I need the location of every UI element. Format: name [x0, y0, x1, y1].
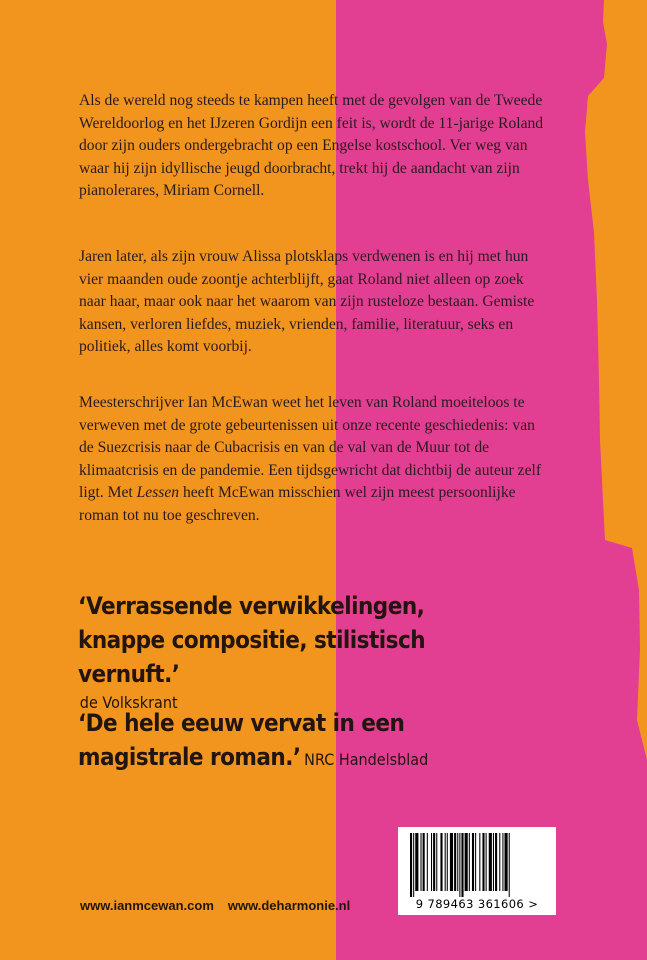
- barcode-bars: [410, 833, 544, 897]
- isbn-number: [398, 897, 556, 911]
- barcode-bar: [502, 833, 503, 891]
- blurb-paragraph-2: Jaren later, als zijn vrouw Alissa plotsklaps verdwenen is en hij met hun vier maanden oude zoontje achterblijft, gaat Roland niet alleen op zoek naar haar, maar ook naar het waarom van zijn rusteloze bestaan. Gemiste kansen, verloren liefdes, muziek, vrienden, familie, literatuur, seks en politiek, alles komt voorbij.: [79, 248, 535, 356]
- blurb-paragraph-1: Als de wereld nog steeds te kampen heeft met de gevolgen van de Tweede Wereldoorlog en het IJzeren Gordijn een feit is, wordt de 11-jarige Roland door zijn ouders ondergebracht op een Engelse kostschool. Ver weg van waar hij zijn idyllische jeugd doorbracht, trekt hij de aandacht van zijn pianolerares, Miriam Cornell.: [79, 92, 544, 200]
- barcode-bar: [431, 833, 432, 891]
- barcode-bar: [454, 833, 456, 891]
- barcode-bar: [475, 833, 476, 891]
- barcode-bar: [445, 833, 446, 891]
- barcode-bar: [459, 833, 460, 897]
- barcode-bar: [410, 833, 412, 897]
- barcode-bar: [433, 833, 435, 891]
- barcode-bar: [421, 833, 422, 891]
- barcode-bar: [509, 833, 510, 897]
- quiet-zone-mark: >: [528, 897, 539, 911]
- review-quote-1: [78, 589, 558, 715]
- barcode-bar: [465, 833, 468, 891]
- quote-source: de Volkskrant: [79, 693, 178, 712]
- website-links: [80, 898, 350, 913]
- review-quote-2: [78, 706, 558, 777]
- barcode-bar: [450, 833, 453, 891]
- barcode-bar: [482, 833, 484, 891]
- book-title-italic: Lessen: [136, 484, 180, 502]
- barcode-bar: [495, 833, 497, 891]
- isbn-barcode: [398, 827, 556, 915]
- blurb-text: heeft McEwan misschien wel zijn meest persoonlijke roman tot nu toe geschreven.: [79, 484, 516, 524]
- barcode-bar: [505, 833, 508, 891]
- barcode-bar: [447, 833, 448, 891]
- barcode-bar: [457, 833, 458, 891]
- author-website-link[interactable]: www.ianmcewan.com: [80, 898, 214, 913]
- barcode-bar: [489, 833, 492, 891]
- blurb-text: Meesterschrijver Ian McEwan weet het leven van Roland moeiteloos te verweven met de grote gebeurtenissen uit onze recente geschiedenis: van de Suezcrisis naar de Cubacrisis en van de val van de Muur tot de klimaatcrisis en de pandemie. Een tijdsgewricht dat dichtbij de auteur zelf ligt. Met: [79, 394, 542, 502]
- barcode-bar: [486, 833, 487, 891]
- barcode-bar: [493, 833, 494, 891]
- barcode-bar: [461, 833, 463, 897]
- barcode-bar: [413, 833, 414, 897]
- quote-source: NRC Handelsblad: [304, 750, 429, 769]
- barcode-bar: [479, 833, 480, 891]
- publisher-website-link[interactable]: www.deharmonie.nl: [227, 898, 351, 913]
- quote-text: ‘De hele eeuw vervat in een magistrale roman.’: [78, 709, 405, 771]
- barcode-bar: [415, 833, 418, 891]
- blurb-paragraph-3: [79, 392, 549, 528]
- barcode-bar: [423, 833, 425, 891]
- barcode-bar: [427, 833, 428, 891]
- isbn-digits: 9 789463 361606: [415, 897, 525, 911]
- quote-text: ‘Verrassende verwikkelingen, knappe compositie, stilistisch vernuft.’: [78, 592, 426, 688]
- barcode-bar: [472, 833, 474, 891]
- barcode-bar: [499, 833, 500, 891]
- barcode-bar: [436, 833, 437, 891]
- barcode-bar: [440, 833, 442, 891]
- barcode-bar: [469, 833, 470, 891]
